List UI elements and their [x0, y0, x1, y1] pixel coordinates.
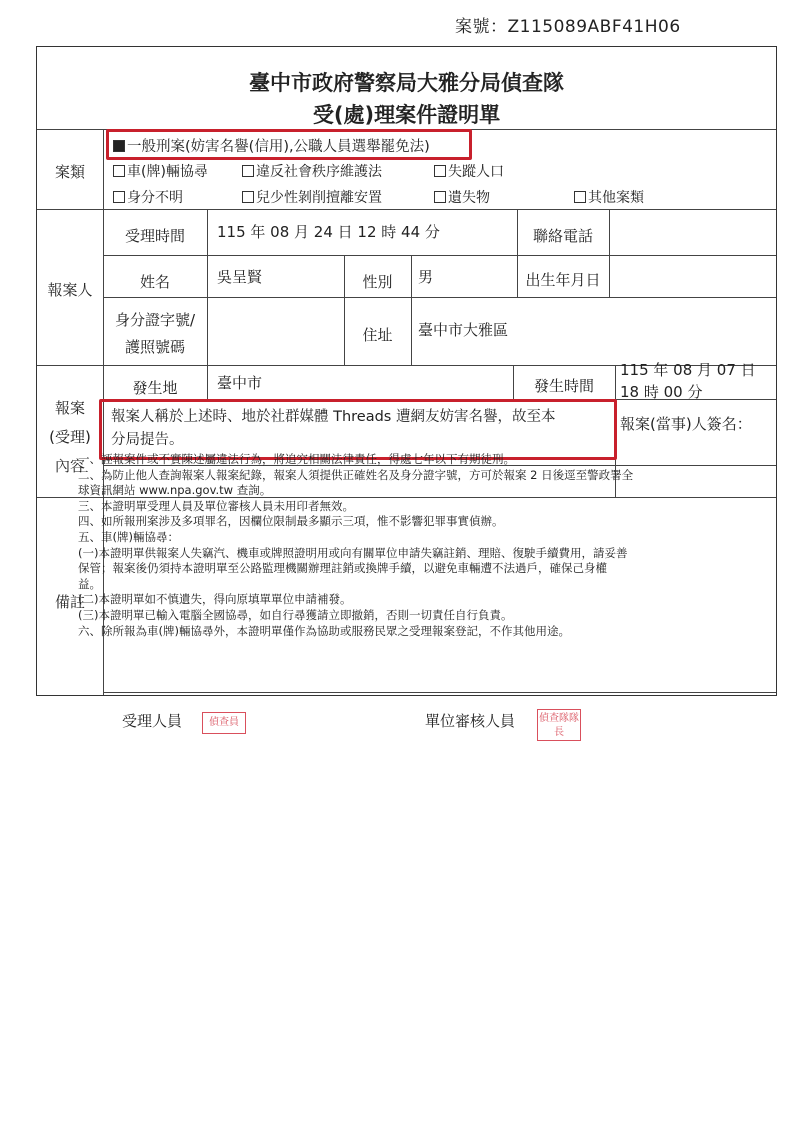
- checkbox-icon: [574, 191, 586, 203]
- remark-line: 益。: [78, 576, 101, 591]
- remark-line: 保管；報案後仍須持本證明單至公路監理機關辦理註銷或換牌手續，以避免車輛遭不法過戶，確保己身權: [78, 561, 607, 576]
- report-content-highlight: [99, 399, 617, 460]
- remark-line: 三、本證明單受理人員及單位審核人員未用印者無效。: [78, 498, 354, 513]
- birth-date-label: 出生年月日: [525, 271, 601, 289]
- checkbox-icon: [113, 191, 125, 203]
- report-section-label-1: 報案: [54, 399, 85, 417]
- received-time-label: 受理時間: [124, 227, 185, 245]
- receiver-stamp: 偵查員: [202, 712, 246, 734]
- report-content-line2: 分局提告。: [111, 432, 184, 448]
- checkbox-icon: [434, 191, 446, 203]
- location-value: 臺中市: [217, 374, 263, 392]
- option-missing-person[interactable]: [434, 161, 504, 181]
- remark-line: 六、除所報為車(牌)輛協尋外，本證明單僅作為協助或服務民眾之受理報案登記，不作其他用途。: [78, 623, 570, 638]
- checkbox-icon: [434, 165, 446, 177]
- reviewer-label: 單位審核人員: [425, 712, 516, 730]
- remarks-label: 備註: [54, 593, 85, 611]
- remarks-notes: [78, 452, 728, 639]
- gender-value: 男: [418, 268, 434, 286]
- option-label: 車(牌)輛協尋: [127, 164, 208, 180]
- remark-line: 球資訊網站 www.npa.gov.tw 查詢。: [78, 483, 272, 498]
- remark-line: 五、車(牌)輛協尋：: [78, 529, 179, 544]
- option-lost-property[interactable]: [434, 187, 490, 207]
- option-label: 兒少性剝削擅離安置: [256, 190, 382, 206]
- option-label: 其他案類: [588, 190, 644, 206]
- report-section-label-3: 內容: [54, 457, 85, 475]
- remark-line: 二、為防止他人查詢報案人報案紀錄，報案人須提供正確姓名及身分證字號，方可於報案 2 日後逕至警政署全: [78, 467, 634, 482]
- checkbox-icon: [242, 191, 254, 203]
- case-number: 案號：Z115089ABF41H06: [455, 17, 681, 37]
- option-label: 遺失物: [448, 190, 490, 206]
- address-value: 臺中市大雅區: [418, 321, 509, 339]
- receiver-label: 受理人員: [122, 712, 183, 730]
- reporter-section-label: 報案人: [47, 281, 93, 299]
- option-label: 失蹤人口: [448, 164, 504, 180]
- address-label: 住址: [362, 326, 393, 344]
- case-type-selected-text: 一般刑案(妨害名譽(信用),公職人員選舉罷免法): [127, 139, 430, 155]
- case-type-highlight: [106, 129, 472, 160]
- case-type-label: 案類: [54, 163, 85, 181]
- option-other[interactable]: [574, 187, 644, 207]
- remark-line: 一、誣報案件或不實陳述屬違法行為，將追究相關法律責任，得處七年以下有期徒刑。: [78, 452, 515, 466]
- signature-label: 報案(當事)人簽名：: [620, 415, 752, 433]
- remark-line: (一)本證明單供報案人失竊汽、機車或牌照證明用或向有關單位申請失竊註銷、理賠、復駛手續費用，請妥善: [78, 545, 628, 560]
- option-vehicle-search[interactable]: [113, 161, 208, 181]
- remark-line: (三)本證明單已輸入電腦全國協尋，如自行尋獲請立即撤銷，否則一切責任自行負責。: [78, 607, 513, 622]
- checkbox-icon: [113, 165, 125, 177]
- received-time-value: 115 年 08 月 24 日 12 時 44 分: [217, 223, 440, 241]
- option-youth-placement[interactable]: [242, 187, 382, 207]
- id-label-line1: 身分證字號/: [114, 311, 196, 329]
- option-unknown-identity[interactable]: [113, 187, 183, 207]
- location-label: 發生地: [132, 379, 178, 397]
- name-label: 姓名: [139, 273, 170, 291]
- occurrence-time-line2: 18 時 00 分: [620, 383, 703, 401]
- form-title-agency: 臺中市政府警察局大雅分局偵查隊: [249, 71, 564, 95]
- occurrence-time-line1: 115 年 08 月 07 日: [620, 361, 756, 379]
- checkbox-icon: [242, 165, 254, 177]
- option-label: 身分不明: [127, 190, 183, 206]
- name-value: 吳呈賢: [217, 268, 263, 286]
- option-label: 違反社會秩序維護法: [256, 164, 382, 180]
- option-social-order[interactable]: [242, 161, 382, 181]
- reviewer-stamp: 偵查隊隊長: [537, 709, 581, 741]
- form-title-document: 受(處)理案件證明單: [312, 103, 501, 127]
- report-content-line1: 報案人稱於上述時、地於社群媒體 Threads 遭網友妨害名譽，故至本: [111, 409, 556, 425]
- id-label-line2: 護照號碼: [124, 338, 185, 356]
- occurrence-time-label: 發生時間: [533, 377, 594, 395]
- report-section-label-2: (受理): [49, 428, 91, 446]
- phone-label: 聯絡電話: [532, 227, 593, 245]
- remark-line: 四、如所報刑案涉及多項罪名，因欄位限制最多顯示三項，惟不影響犯罪事實偵辦。: [78, 514, 504, 529]
- remark-line: (二)本證明單如不慎遺失，得向原填單單位申請補發。: [78, 592, 352, 607]
- gender-label: 性別: [362, 273, 393, 291]
